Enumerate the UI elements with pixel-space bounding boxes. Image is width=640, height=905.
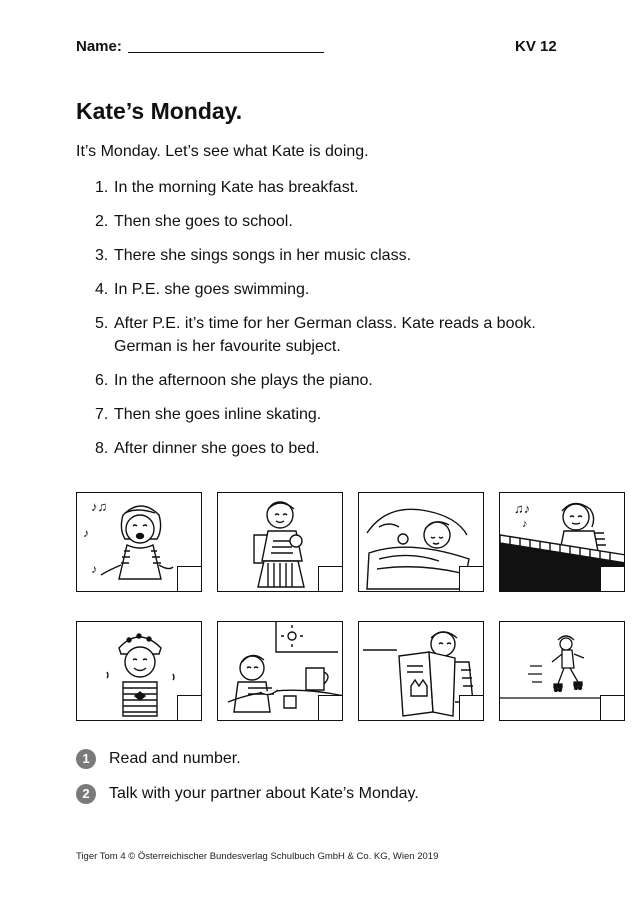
number-box[interactable]	[600, 695, 625, 721]
number-box[interactable]	[459, 566, 484, 592]
name-label: Name:	[76, 38, 122, 55]
name-write-line	[128, 38, 324, 53]
picture-panel-1	[76, 492, 202, 592]
list-item: 4. In P.E. she goes swimming.	[95, 281, 310, 298]
intro-text: It’s Monday. Let’s see what Kate is doing.	[76, 143, 369, 160]
picture-panel-4	[499, 492, 625, 592]
number-box[interactable]	[600, 566, 625, 592]
list-item: 8. After dinner she goes to bed.	[95, 440, 320, 457]
task-text: Read and number.	[109, 750, 241, 767]
list-item: 3. There she sings songs in her music class.	[95, 247, 412, 264]
list-item: 5. After P.E. it’s time for her German class. Kate reads a book. German is her favourite subject.	[95, 315, 536, 355]
task-2	[76, 784, 419, 804]
picture-panel-8	[499, 621, 625, 721]
page-title: Kate’s Monday.	[76, 98, 243, 124]
number-box[interactable]	[459, 695, 484, 721]
picture-panel-7	[358, 621, 484, 721]
picture-panel-3	[358, 492, 484, 592]
list-item: 1. In the morning Kate has breakfast.	[95, 179, 359, 196]
list-item: 6. In the afternoon she plays the piano.	[95, 372, 373, 389]
task-1	[76, 749, 241, 769]
number-box[interactable]	[177, 695, 202, 721]
picture-panel-5	[76, 621, 202, 721]
list-item: 7. Then she goes inline skating.	[95, 406, 322, 423]
task-number-badge: 2	[76, 784, 96, 804]
picture-panel-2	[217, 492, 343, 592]
svg-text:♪: ♪	[83, 526, 89, 540]
svg-text:♪: ♪	[522, 518, 528, 530]
picture-panel-6	[217, 621, 343, 721]
svg-text:♪: ♪	[91, 562, 97, 576]
name-field	[76, 38, 324, 55]
task-text: Talk with your partner about Kate’s Monday.	[109, 785, 419, 802]
list-item: 2. Then she goes to school.	[95, 213, 293, 230]
worksheet-code: KV 12	[515, 38, 557, 55]
copyright-footer: Tiger Tom 4 © Österreichischer Bundesverlag Schulbuch GmbH & Co. KG, Wien 2019	[76, 851, 439, 862]
number-box[interactable]	[318, 695, 343, 721]
task-number-badge: 1	[76, 749, 96, 769]
number-box[interactable]	[177, 566, 202, 592]
svg-text:♫♪: ♫♪	[514, 501, 531, 516]
sentence-list	[95, 176, 545, 471]
svg-text:♪♫: ♪♫	[91, 499, 108, 514]
number-box[interactable]	[318, 566, 343, 592]
